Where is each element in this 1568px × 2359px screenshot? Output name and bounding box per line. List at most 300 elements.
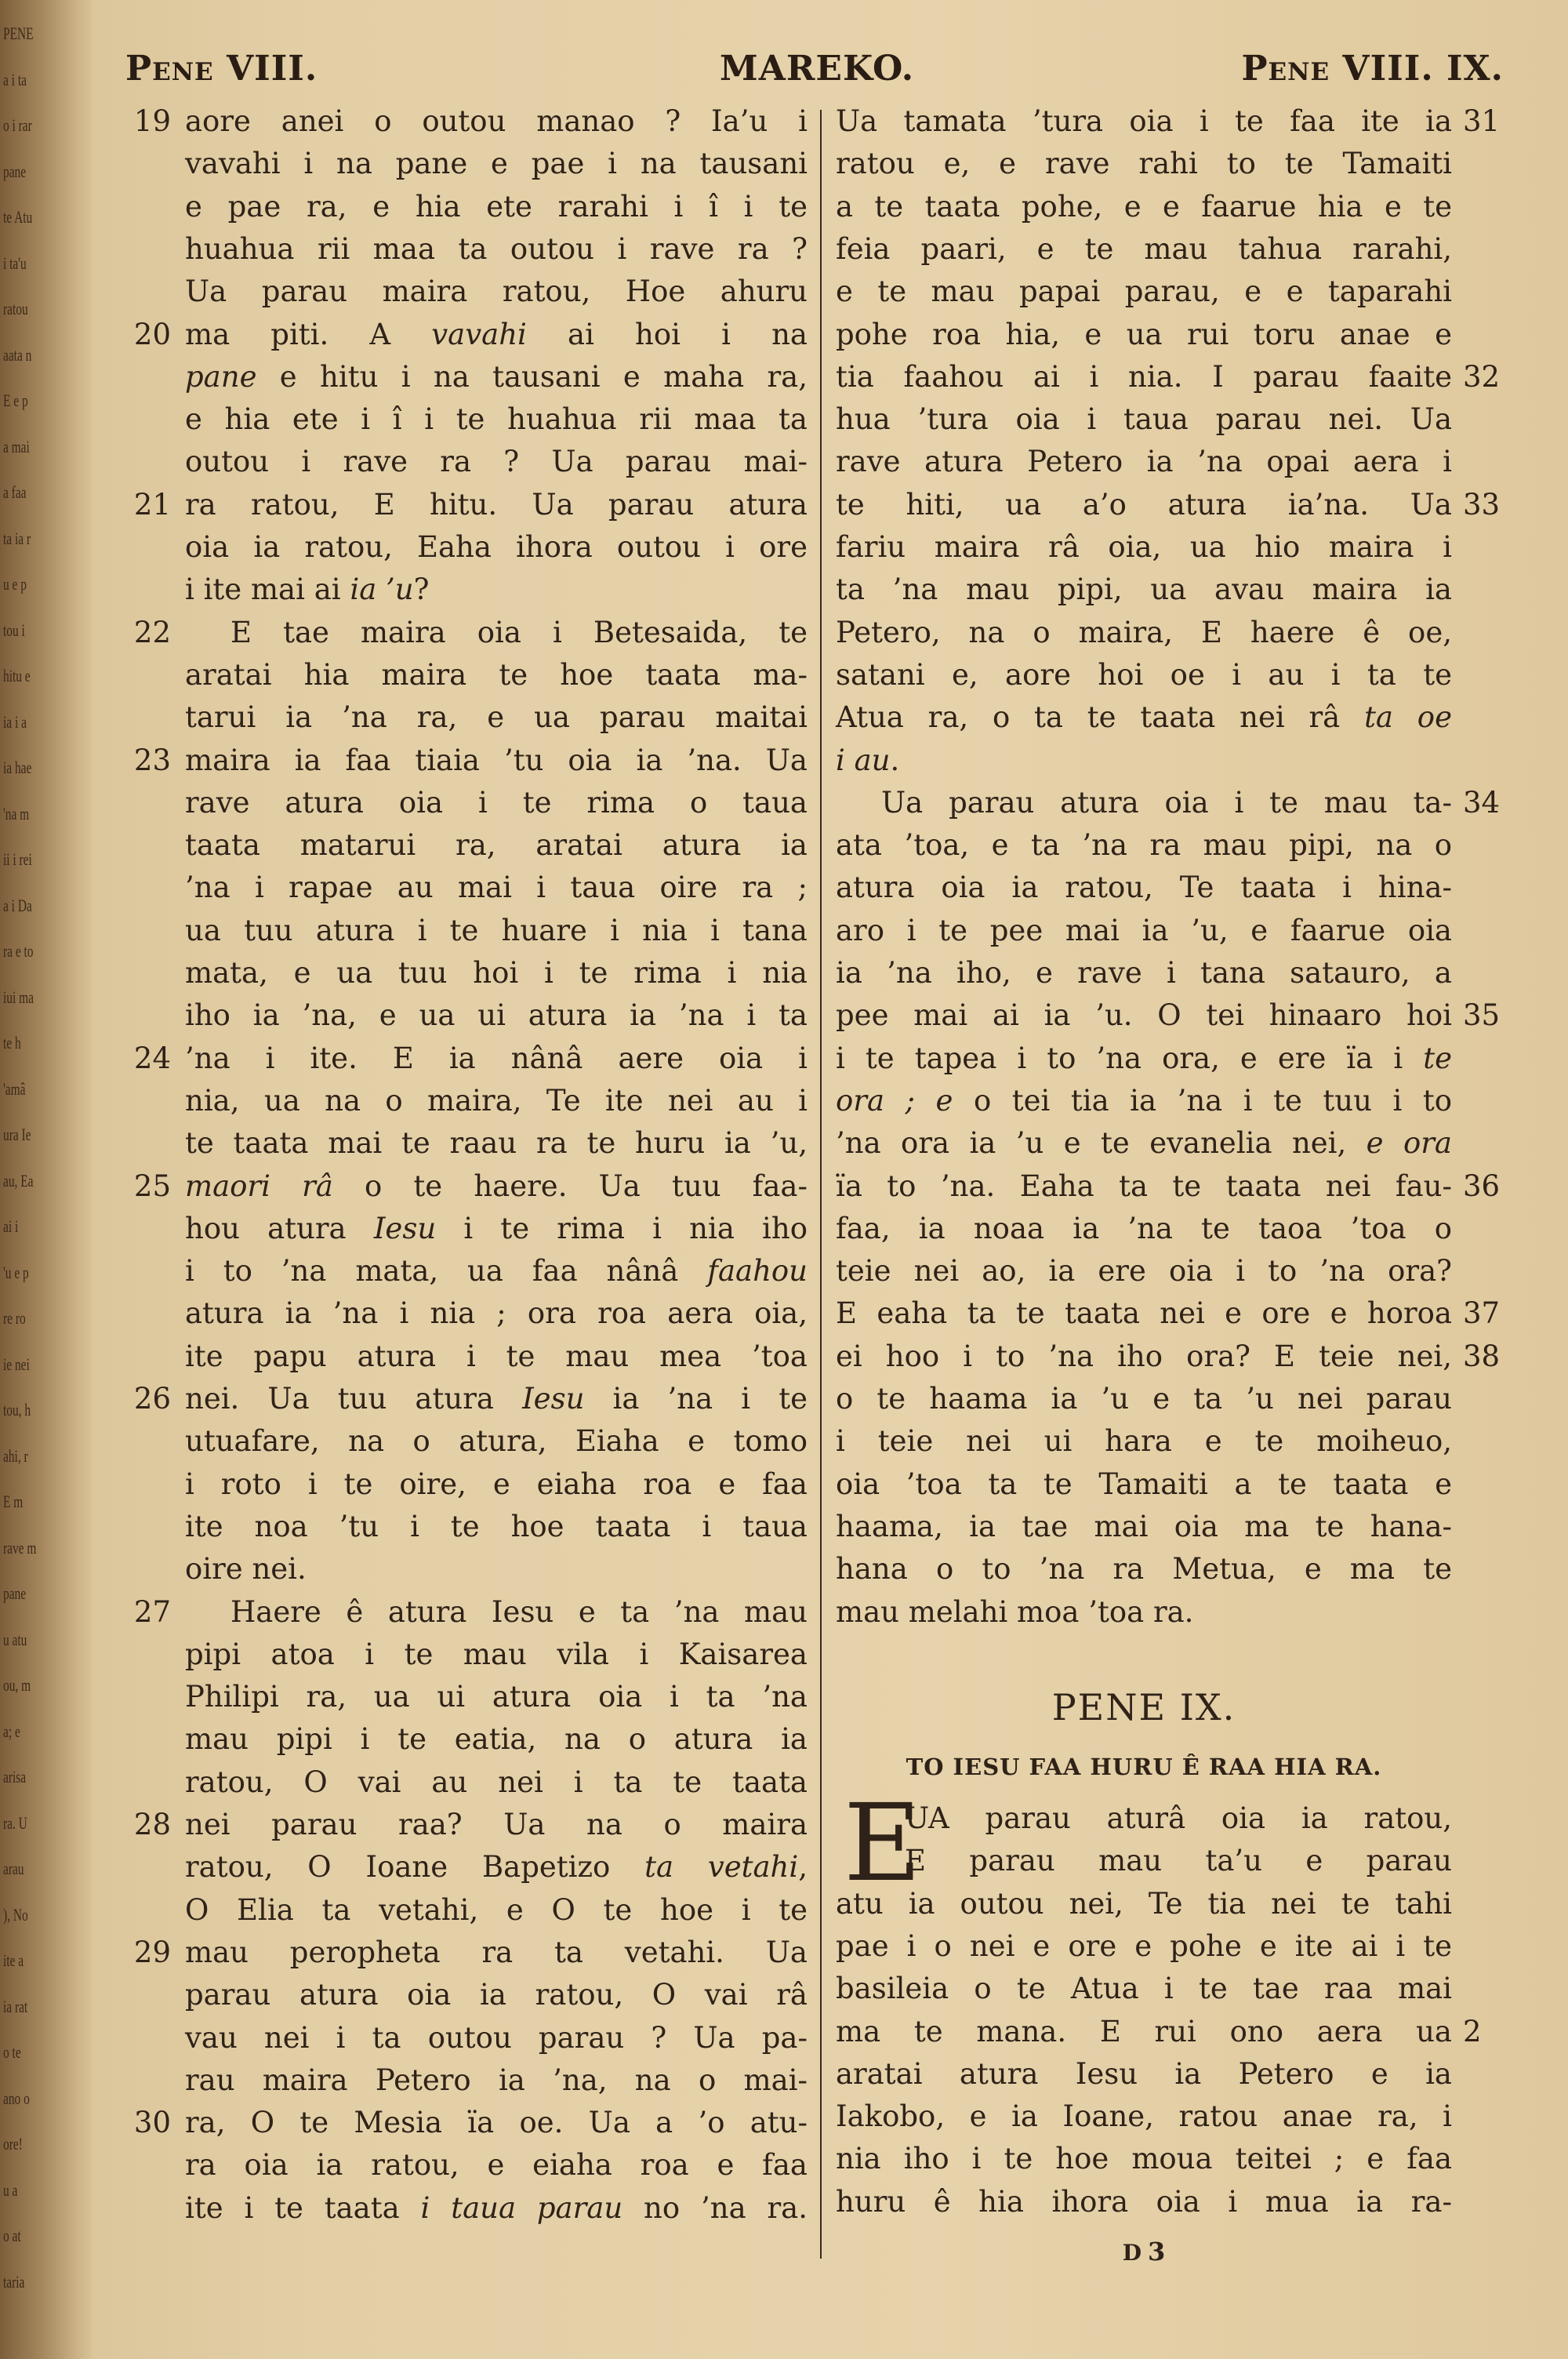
facing-page-fragment: u e p — [3, 574, 27, 594]
facing-page-fragment: ia rat — [3, 1996, 28, 2016]
verse-number: 23 — [133, 743, 171, 777]
text-segment: o tei tia ia ’na i te tuu i to — [953, 1083, 1452, 1118]
text-line — [185, 824, 808, 867]
line-text — [836, 1038, 1452, 1080]
facing-page-fragment: u a — [3, 2179, 18, 2200]
text-line — [836, 100, 1501, 143]
line-text: e te mau papai parau, e e taparahi — [836, 274, 1452, 309]
line-text: ratou, O vai au nei i ta te taata — [185, 1765, 808, 1799]
verse-number: 28 — [133, 1808, 171, 1841]
facing-page-fragment: PENE — [3, 24, 34, 43]
facing-page-fragment: 'u e p — [3, 1262, 29, 1282]
facing-page-fragment: ite a — [3, 1950, 24, 1970]
line-text: nia, ua na o maira, Te ite nei au i — [185, 1083, 808, 1118]
line-text: mau peropheta ra ta vetahi. Ua — [185, 1935, 808, 1969]
line-text: Ua parau maira ratou, Hoe ahuru — [185, 274, 808, 309]
italic-text: ia ’u — [350, 572, 414, 607]
text-line — [185, 1208, 808, 1250]
text-line — [185, 441, 808, 483]
text-line — [836, 1548, 1452, 1590]
text-line — [836, 186, 1452, 228]
line-text: vau nei i ta outou parau ? Ua pa- — [185, 2020, 808, 2055]
text-line — [185, 1676, 808, 1718]
text-line — [836, 526, 1452, 569]
text-segment: i to ’na mata, ua faa nânâ — [185, 1254, 708, 1289]
line-text: a te taata pohe, e e faarue hia e te — [836, 189, 1452, 224]
line-text: iho ia ’na, e ua ui atura ia ’na i ta — [185, 998, 808, 1033]
text-line — [836, 1925, 1452, 1968]
text-line — [836, 441, 1452, 483]
line-text: E tae maira oia i Betesaida, te — [230, 615, 808, 649]
text-line — [836, 228, 1452, 271]
text-line — [836, 2095, 1452, 2138]
page-footer — [836, 2237, 1452, 2266]
line-text — [185, 569, 808, 611]
line-text: E eaha ta te taata nei e ore e horoa — [836, 1296, 1452, 1331]
line-text — [836, 696, 1452, 739]
text-line — [133, 1591, 808, 1634]
line-text: pohe roa hia, e ua rui toru anae e — [836, 317, 1452, 351]
line-text: outou i rave ra ? Ua parau mai- — [185, 445, 808, 479]
line-text: atura oia ia ratou, Te taata i hina- — [836, 871, 1452, 905]
text-line — [836, 1506, 1452, 1548]
line-text: E parau mau ta’u e parau — [905, 1844, 1452, 1878]
facing-page-fragment: au, Ea — [3, 1170, 34, 1190]
line-text: ia ’na iho, e rave i tana satauro, a — [836, 956, 1452, 990]
text-line — [185, 1292, 808, 1335]
text-line — [185, 1718, 808, 1761]
italic-text: pane — [185, 359, 257, 394]
italic-text: i au — [836, 743, 891, 777]
line-text: Petero, na o maira, E haere ê oe, — [836, 615, 1452, 649]
text-line — [836, 1378, 1452, 1420]
facing-page-fragment: ra. U — [3, 1812, 27, 1833]
line-text: oia ia ratou, Eaha ihora outou i ore — [185, 530, 808, 564]
line-text: ei hoo i to ’na iho ora? E teie nei, — [836, 1339, 1452, 1373]
text-line — [836, 143, 1452, 185]
line-text: faa, ia noaa ia ’na te taoa ’toa o — [836, 1211, 1452, 1245]
facing-page-fragment: pane — [3, 161, 27, 181]
line-text: ra oia ia ratou, e eiaha roa e faa — [185, 2148, 808, 2183]
text-line — [836, 612, 1452, 654]
text-line — [185, 910, 808, 952]
text-line — [836, 1463, 1452, 1506]
verse-number: 29 — [133, 1935, 171, 1969]
text-line — [836, 910, 1452, 952]
line-text: Ua parau atura oia i te mau ta- — [881, 785, 1452, 820]
text-line — [185, 782, 808, 824]
verse-number: 33 — [1463, 487, 1501, 522]
text-line — [185, 2017, 808, 2059]
text-line — [185, 356, 808, 398]
text-line — [836, 398, 1452, 441]
text-line — [185, 1548, 808, 1590]
line-text: O Elia ta vetahi, e O te hoe i te — [185, 1892, 808, 1927]
text-line — [133, 1804, 808, 1846]
line-text: UA parau aturâ oia ia ratou, — [905, 1801, 1452, 1835]
line-text: aratai hia maira te hoe taata ma- — [185, 657, 808, 692]
text-line — [836, 952, 1452, 994]
text-line — [185, 1250, 808, 1292]
text-line — [185, 228, 808, 271]
line-text: o te haama ia ’u e ta ’u nei parau — [836, 1382, 1452, 1416]
line-text: Ua tamata ’tura oia i te faa ite ia — [836, 104, 1452, 138]
verse-number: 37 — [1463, 1296, 1501, 1331]
facing-page-fragment: ii i rei — [3, 849, 32, 869]
line-text — [185, 356, 808, 398]
line-text: i teie nei ui hara e te moiheuo, — [836, 1424, 1452, 1459]
text-line — [836, 696, 1452, 739]
text-line — [836, 2181, 1452, 2223]
text-segment: ’na ora ia ’u e te evanelia nei, — [836, 1126, 1367, 1161]
signature-mark: D — [1122, 2240, 1142, 2266]
facing-page-fragment: ou, m — [3, 1675, 31, 1695]
verse-number: 2 — [1463, 2014, 1482, 2048]
line-text: te hiti, ua a’o atura ia’na. Ua — [836, 487, 1452, 522]
facing-page-fragment: i ta'u — [3, 253, 27, 273]
text-line — [185, 2144, 808, 2186]
italic-text: e ora — [1366, 1126, 1452, 1161]
text-line — [133, 740, 808, 782]
text-line — [185, 1336, 808, 1378]
facing-page-fragment: arisa — [3, 1767, 27, 1787]
text-line — [836, 867, 1452, 909]
facing-page-fragment: tou, h — [3, 1400, 31, 1419]
line-text — [185, 314, 808, 356]
italic-text: te — [1423, 1041, 1452, 1075]
line-text: rau maira Petero ia ’na, na o mai- — [185, 2063, 808, 2097]
italic-text: faahou — [707, 1254, 808, 1289]
line-text: tia faahou ai i nia. I parau faaite — [836, 359, 1452, 394]
line-text: taata matarui ra, aratai atura ia — [185, 828, 808, 863]
facing-page-fragment: ai i — [3, 1216, 19, 1236]
verse-number: 32 — [1463, 359, 1501, 394]
line-text: ïa to ’na. Eaha ta te taata nei fau- — [836, 1169, 1452, 1203]
italic-text: i taua parau — [420, 2190, 623, 2225]
text-line — [836, 654, 1452, 696]
text-line — [185, 1846, 808, 1888]
facing-page-fragment: a mai — [3, 436, 30, 456]
verse-number: 26 — [133, 1382, 171, 1416]
text-line — [133, 1378, 808, 1420]
text-segment: ratou, O Ioane Bapetizo — [185, 1850, 645, 1885]
facing-page-edge — [0, 0, 93, 2359]
column-divider — [820, 110, 822, 2259]
facing-page-fragment: ratou — [3, 299, 28, 318]
line-text: i roto i te oire, e eiaha roa e faa — [185, 1467, 808, 1501]
text-line — [836, 1336, 1501, 1378]
text-line — [185, 696, 808, 739]
text-segment: no ’na ra. — [622, 2190, 808, 2225]
facing-page-fragment: a faa — [3, 482, 27, 502]
facing-page-fragment: ore! — [3, 2134, 23, 2154]
facing-page-fragment: o te — [3, 2042, 21, 2062]
text-line — [836, 824, 1452, 867]
facing-page-fragment: taria — [3, 2271, 25, 2292]
text-line — [836, 1080, 1452, 1122]
italic-text: ta vetahi — [644, 1850, 799, 1885]
verse-number: 36 — [1463, 1169, 1501, 1203]
text-line — [185, 1506, 808, 1548]
italic-text: ta oe — [1364, 700, 1452, 735]
line-text: ’na i rapae au mai i taua oire ra ; — [185, 871, 808, 905]
text-line — [185, 654, 808, 696]
text-line — [836, 356, 1501, 398]
text-line — [185, 271, 808, 313]
verse-number: 30 — [133, 2106, 171, 2140]
text-line — [185, 1122, 808, 1165]
italic-text: Iesu — [373, 1211, 437, 1245]
line-text: ua tuu atura i te huare i nia i tana — [185, 913, 808, 947]
text-line — [185, 1080, 808, 1122]
facing-page-fragment: te h — [3, 1033, 21, 1052]
italic-text: maori râ — [185, 1169, 333, 1203]
running-head-title: MAREKO. — [720, 49, 915, 89]
text-line — [185, 994, 808, 1037]
facing-page-fragment: 'na m — [3, 803, 30, 823]
text-line — [133, 1932, 808, 1974]
text-line — [836, 484, 1501, 526]
text-segment: o te haere. Ua tuu faa- — [332, 1169, 808, 1203]
line-text: haama, ia tae mai oia ma te hana- — [836, 1509, 1452, 1543]
text-line — [836, 782, 1501, 824]
line-text: ite noa ’tu i te hoe taata i taua — [185, 1509, 808, 1543]
verse-number: 20 — [133, 317, 171, 351]
verse-number: 21 — [133, 487, 171, 522]
line-text — [185, 1250, 808, 1292]
line-text: atura ia ’na i nia ; ora roa aera oia, — [185, 1296, 808, 1331]
text-line — [836, 2138, 1452, 2180]
line-text — [836, 1122, 1452, 1165]
line-text: e pae ra, e hia ete rarahi i î i te — [185, 189, 808, 224]
facing-page-fragment: re ro — [3, 1308, 26, 1328]
text-segment: i te rima i nia iho — [436, 1211, 808, 1245]
text-segment: e hitu i na tausani e maha ra, — [256, 359, 808, 394]
line-text: teie nei ao, ia ere oia i to ’na ora? — [836, 1254, 1452, 1289]
line-text — [185, 1846, 808, 1888]
text-line — [836, 1165, 1501, 1208]
facing-page-fragment: rave m — [3, 1537, 37, 1558]
text-line — [133, 1038, 808, 1080]
line-text: Philipi ra, ua ui atura oia i ta ’na — [185, 1680, 808, 1714]
line-text: satani e, aore hoi oe i au i ta te — [836, 657, 1452, 692]
text-line — [185, 1889, 808, 1932]
line-text: pipi atoa i te mau vila i Kaisarea — [185, 1637, 808, 1671]
line-text: rave atura oia i te rima o taua — [185, 785, 808, 820]
line-text: mau pipi i te eatia, na o atura ia — [185, 1722, 808, 1757]
line-text — [185, 1208, 808, 1250]
facing-page-fragment: iui ma — [3, 987, 34, 1007]
facing-page-fragment: ahi, r — [3, 1445, 28, 1466]
verse-number: 19 — [133, 104, 171, 138]
running-head-left: Pene VIII. — [125, 49, 318, 89]
chapter-heading: PENE IX. — [1051, 1686, 1236, 1728]
line-text: e hia ete i î i te huahua rii maa ta — [185, 402, 808, 437]
line-text: hua ’tura oia i taua parau nei. Ua — [836, 402, 1452, 437]
facing-page-fragment: tou i — [3, 620, 25, 640]
line-text: nia iho i te hoe moua teitei ; e faa — [836, 2142, 1452, 2176]
text-line — [185, 952, 808, 994]
text-line — [836, 1840, 1452, 1882]
line-text: maira ia faa tiaia ’tu oia ia ’na. Ua — [185, 743, 808, 777]
italic-text: Iesu — [522, 1382, 585, 1416]
line-text: te taata mai te raau ra te huru ia ’u, — [185, 1126, 808, 1161]
text-line — [836, 1591, 1452, 1634]
line-text: ’na i ite. E ia nânâ aere oia i — [185, 1041, 808, 1075]
text-line — [185, 526, 808, 569]
verse-number: 35 — [1463, 998, 1501, 1033]
text-line — [185, 569, 808, 611]
text-segment: nei. Ua tuu atura — [185, 1382, 523, 1416]
text-segment: ma piti. A — [185, 317, 432, 351]
line-text: atu ia outou nei, Te tia nei te tahi — [836, 1886, 1452, 1921]
line-text: ta ’na mau pipi, ua avau maira ia — [836, 572, 1452, 607]
facing-page-fragment: ia hae — [3, 758, 32, 777]
facing-page-fragment: aata n — [3, 344, 32, 365]
line-text: oire nei. — [185, 1552, 307, 1587]
facing-page-fragment: u atu — [3, 1629, 27, 1649]
line-text: ra ratou, E hitu. Ua parau atura — [185, 487, 808, 522]
facing-page-fragment: ta ia r — [3, 528, 31, 548]
text-line — [185, 143, 808, 185]
italic-text: ora ; e — [836, 1083, 953, 1118]
verse-number: 24 — [133, 1041, 171, 1075]
text-line — [836, 1797, 1452, 1840]
text-line — [836, 1208, 1452, 1250]
line-text — [836, 1080, 1452, 1122]
verse-number: 38 — [1463, 1339, 1501, 1373]
text-segment: hou atura — [185, 1211, 374, 1245]
text-line — [836, 1122, 1452, 1165]
text-line — [836, 569, 1452, 611]
text-line — [133, 314, 808, 356]
text-line — [133, 2102, 808, 2144]
text-line — [133, 612, 808, 654]
text-line — [133, 1165, 808, 1208]
text-line — [836, 314, 1452, 356]
facing-page-fragment: ie nei — [3, 1354, 30, 1374]
italic-text: vavahi — [431, 317, 527, 351]
text-line — [133, 484, 808, 526]
facing-page-fragment: pane — [3, 1583, 27, 1603]
facing-page-fragment: a i Da — [3, 895, 32, 915]
text-line — [836, 271, 1452, 313]
text-line — [836, 1420, 1452, 1463]
line-text — [836, 740, 1452, 782]
line-text: pae i o nei e ore e pohe e ite ai i te — [836, 1928, 1452, 1963]
running-head-right: Pene VIII. IX. — [1241, 49, 1504, 89]
text-line — [836, 2053, 1452, 2095]
text-segment: i te tapea i to ’na ora, e ere ïa i — [836, 1041, 1424, 1075]
line-text: feia paari, e te mau tahua rarahi, — [836, 231, 1452, 266]
facing-page-fragment: 'amâ — [3, 1078, 26, 1099]
text-line — [185, 1761, 808, 1804]
line-text: ra, O te Mesia ïa oe. Ua a ’o atu- — [185, 2106, 808, 2140]
line-text: ite papu atura i te mau mea ’toa — [185, 1339, 808, 1373]
drop-cap: E — [844, 1782, 922, 1906]
text-line — [185, 2059, 808, 2102]
line-text: ratou e, e rave rahi to te Tamaiti — [836, 147, 1452, 181]
text-segment: i ite mai ai — [185, 572, 350, 607]
verse-number: 27 — [133, 1594, 171, 1629]
facing-page-fragment: a i ta — [3, 69, 27, 89]
text-segment: , — [798, 1850, 808, 1885]
line-text — [185, 2187, 808, 2230]
text-segment: ai hoi i na — [526, 317, 808, 351]
line-text: huru ê hia ihora oia i mua ia ra- — [836, 2184, 1452, 2219]
facing-page-fragment: ura Ie — [3, 1125, 31, 1144]
text-segment: Atua ra, o ta te taata nei râ — [836, 700, 1365, 735]
text-segment: ia ’na i te — [584, 1382, 808, 1416]
verse-number: 34 — [1463, 785, 1501, 820]
line-text: mata, e ua tuu hoi i te rima i nia — [185, 956, 808, 990]
text-line — [836, 1292, 1501, 1335]
line-text: aro i te pee mai ia ’u, e faarue oia — [836, 913, 1452, 947]
facing-page-fragment: ano o — [3, 2088, 30, 2108]
line-text: oia ’toa ta te Tamaiti a te taata e — [836, 1467, 1452, 1501]
facing-page-fragment: hitu e — [3, 666, 31, 685]
page-number: 3 — [1148, 2237, 1166, 2266]
facing-page-fragment: ia i a — [3, 711, 27, 732]
line-text: vavahi i na pane e pae i na tausani — [185, 147, 808, 181]
text-line — [133, 100, 808, 143]
verse-number: 22 — [133, 615, 171, 649]
facing-page-fragment: a; e — [3, 1721, 20, 1741]
text-line — [185, 1463, 808, 1506]
text-line — [836, 740, 1452, 782]
line-text: ata ’toa, e ta ’na ra mau pipi, na o — [836, 828, 1452, 863]
line-text: rave atura Petero ia ’na opai aera i — [836, 445, 1452, 479]
text-line — [836, 1038, 1452, 1080]
line-text: mau melahi moa ’toa ra. — [836, 1594, 1194, 1629]
text-line — [185, 186, 808, 228]
chapter-summary: TO IESU FAA HURU Ê RAA HIA RA. — [906, 1754, 1382, 1780]
line-text: Haere ê atura Iesu e ta ’na mau — [230, 1594, 808, 1629]
line-text: huahua rii maa ta outou i rave ra ? — [185, 231, 808, 266]
line-text: aore anei o outou manao ? Ia’u i — [185, 104, 808, 138]
text-line — [185, 867, 808, 909]
text-line — [185, 1634, 808, 1676]
line-text: parau atura oia ia ratou, O vai râ — [185, 1978, 808, 2012]
facing-page-fragment: o at — [3, 2226, 21, 2245]
line-text: basileia o te Atua i te tae raa mai — [836, 1972, 1452, 2006]
line-text: nei parau raa? Ua na o maira — [185, 1808, 808, 1841]
line-text: aratai atura Iesu ia Petero e ia — [836, 2056, 1452, 2091]
text-segment: . — [890, 743, 900, 777]
facing-page-fragment: E m — [3, 1492, 24, 1511]
text-line — [185, 2187, 808, 2230]
line-text: hana o to ’na ra Metua, e ma te — [836, 1552, 1452, 1587]
text-line — [185, 1420, 808, 1463]
verse-number: 25 — [133, 1169, 171, 1203]
text-segment: ? — [413, 572, 430, 607]
text-line — [836, 2011, 1482, 2053]
text-line — [836, 1250, 1452, 1292]
line-text: utuafare, na o atura, Eiaha e tomo — [185, 1424, 808, 1459]
facing-page-fragment: ra e to — [3, 941, 34, 961]
line-text: fariu maira râ oia, ua hio maira i — [836, 530, 1452, 564]
text-line — [836, 1883, 1452, 1925]
line-text: ma te mana. E rui ono aera ua — [836, 2014, 1452, 2048]
text-segment: ite i te taata — [185, 2190, 421, 2225]
text-line — [185, 1974, 808, 2016]
facing-page-fragment: E e p — [3, 391, 28, 410]
line-text: pee mai ai ia ’u. O tei hinaaro hoi — [836, 998, 1452, 1033]
line-text — [185, 1378, 808, 1420]
text-line — [185, 398, 808, 441]
facing-page-fragment: ), No — [3, 1904, 28, 1925]
facing-page-fragment: o i rar — [3, 115, 32, 135]
